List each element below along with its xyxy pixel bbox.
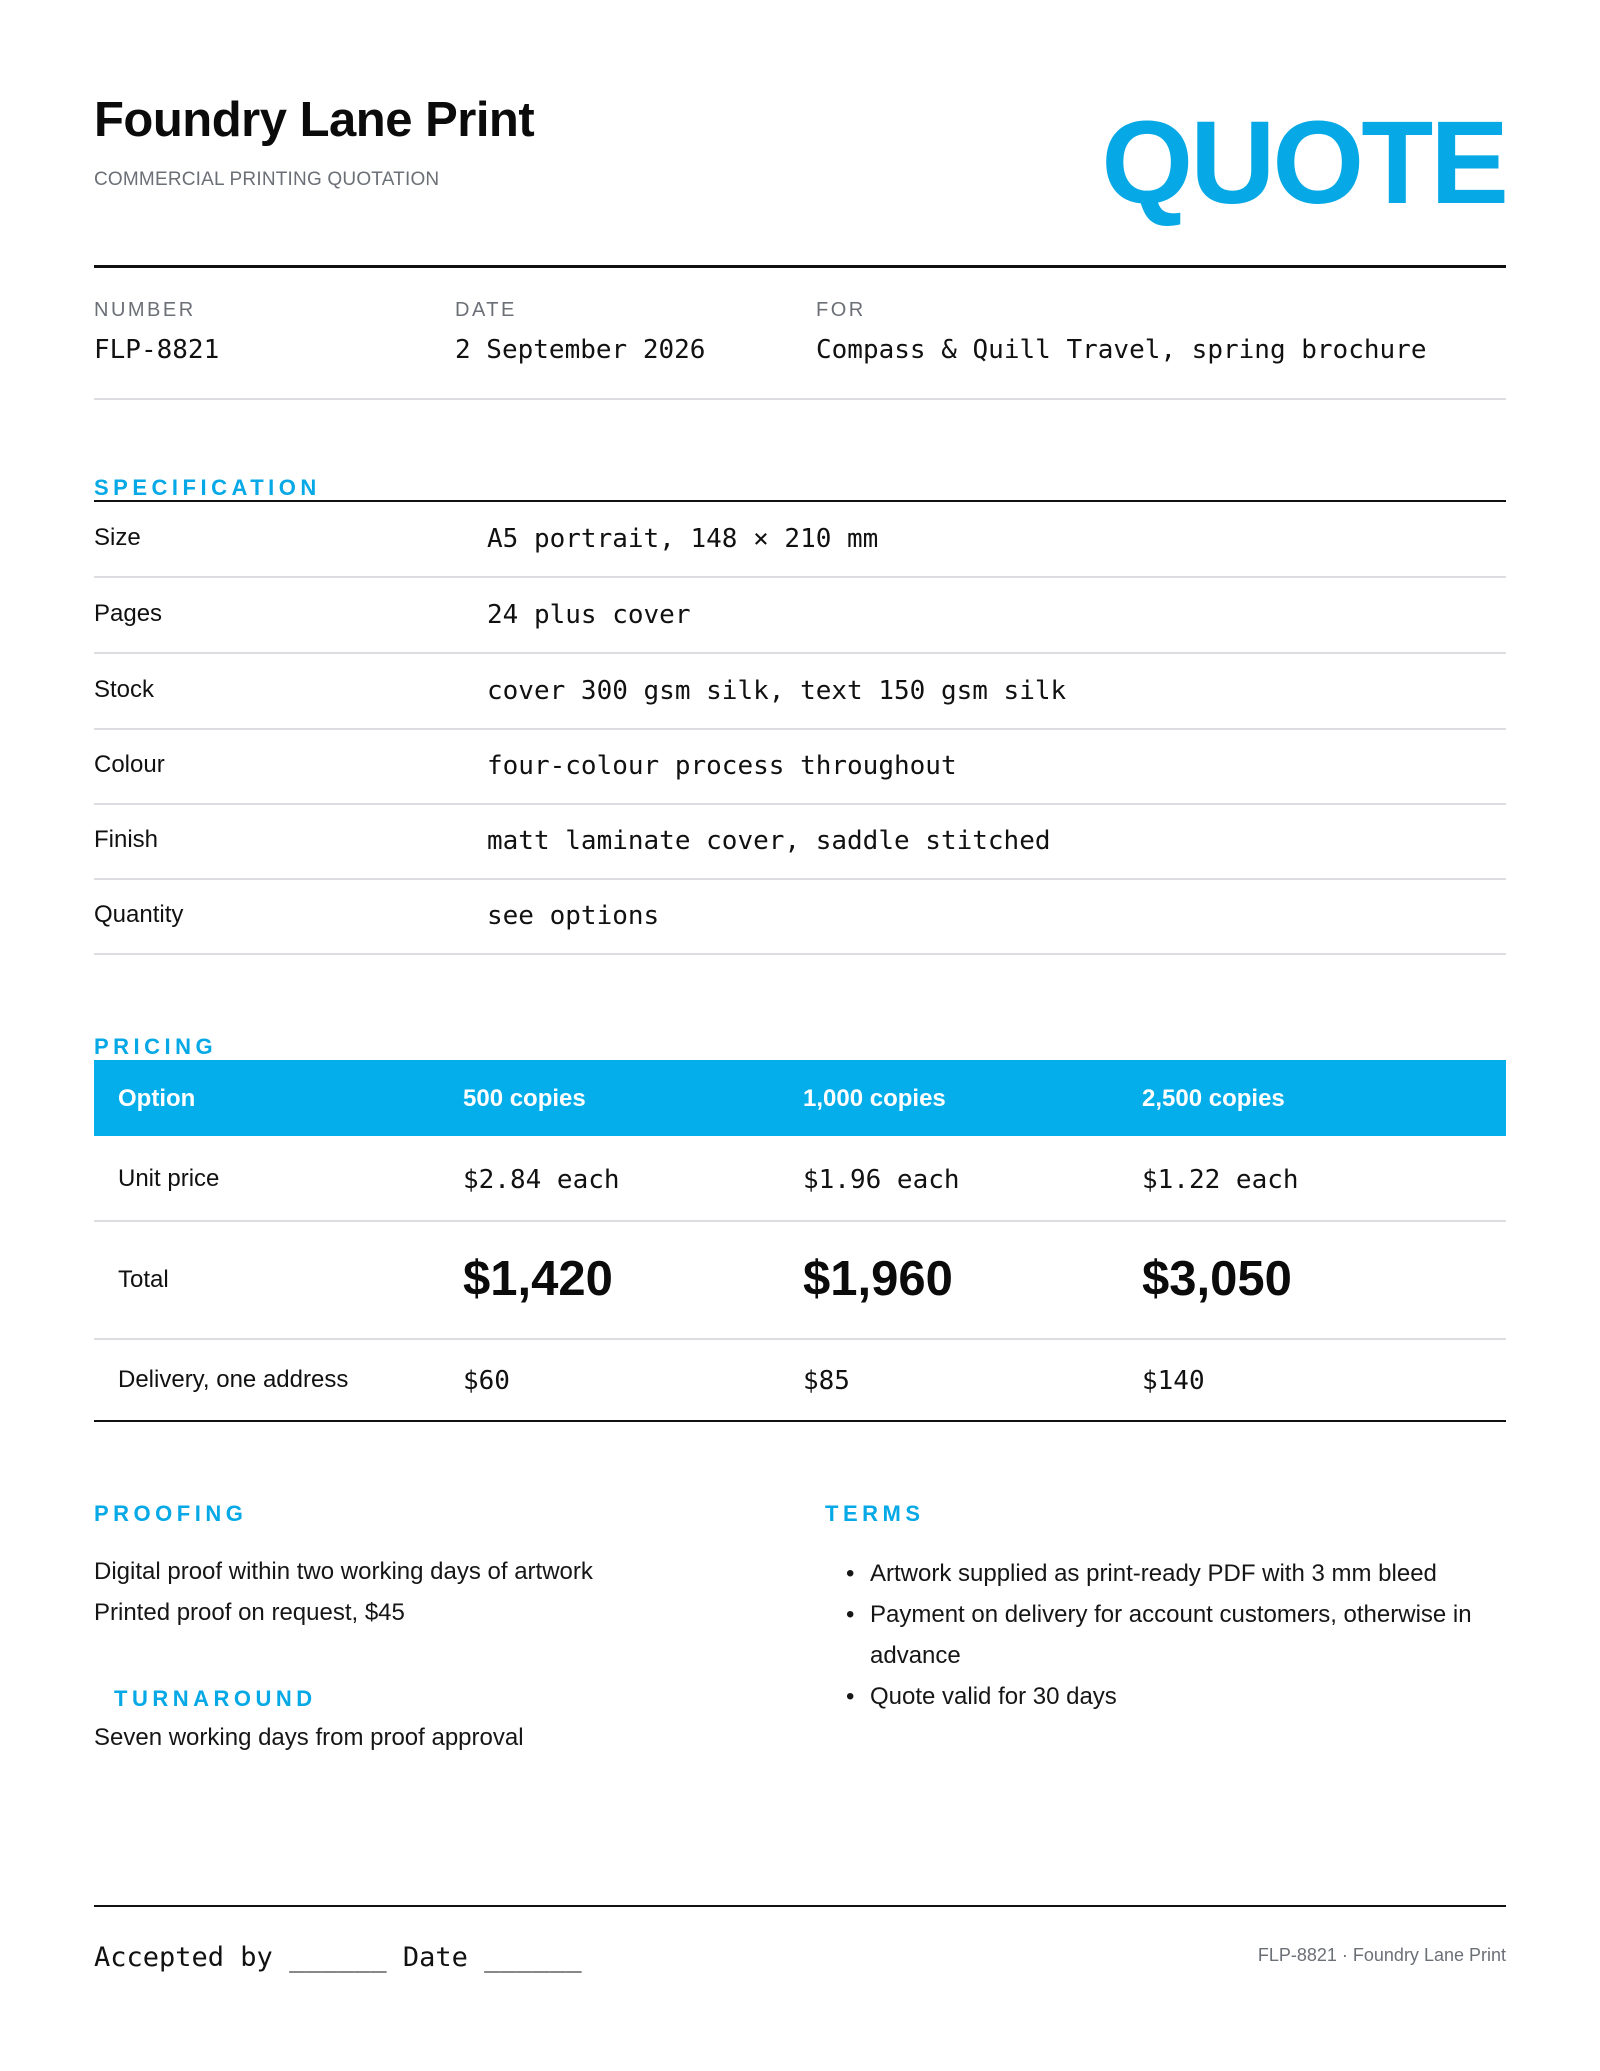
document-type-title: QUOTE xyxy=(1101,97,1506,229)
terms-list xyxy=(846,1553,1526,1717)
number-label: NUMBER xyxy=(94,299,196,321)
terms-item: • Payment on delivery for account customers, otherwise in advance xyxy=(846,1594,1526,1676)
unit-price-2500: $1.22 each xyxy=(1142,1165,1299,1195)
acceptance-line: Accepted by ______ Date ______ xyxy=(94,1942,582,1973)
pricing-row-label: Unit price xyxy=(118,1165,220,1192)
company-name: Foundry Lane Print xyxy=(94,93,535,147)
pricing-row-unit xyxy=(94,1136,1506,1222)
turnaround-heading: TURNAROUND xyxy=(114,1686,317,1711)
pricing-header-row xyxy=(94,1060,1506,1136)
quote-client: Compass & Quill Travel, spring brochure xyxy=(816,335,1427,365)
spec-value: cover 300 gsm silk, text 150 gsm silk xyxy=(487,676,1067,706)
specification-heading: SPECIFICATION xyxy=(94,475,321,500)
spec-value: matt laminate cover, saddle stitched xyxy=(487,826,1051,856)
pricing-row-delivery xyxy=(94,1340,1506,1420)
total-500: $1,420 xyxy=(463,1252,613,1306)
quote-number: FLP-8821 xyxy=(94,335,220,365)
footer-rule xyxy=(94,1905,1506,1907)
delivery-2500: $140 xyxy=(1142,1366,1205,1396)
for-label: FOR xyxy=(816,299,866,321)
quote-date: 2 September 2026 xyxy=(455,335,706,365)
spec-value: see options xyxy=(487,901,660,931)
terms-item: • Artwork supplied as print-ready PDF with 3 mm bleed xyxy=(846,1553,1526,1594)
date-label: DATE xyxy=(455,299,517,321)
delivery-500: $60 xyxy=(463,1366,510,1396)
spec-row-quantity xyxy=(94,879,1506,955)
proofing-line: Printed proof on request, $45 xyxy=(94,1599,405,1626)
pricing-row-label: Total xyxy=(118,1266,169,1293)
pricing-header-1000: 1,000 copies xyxy=(803,1085,946,1112)
terms-item: • Quote valid for 30 days xyxy=(846,1676,1526,1717)
spec-key: Size xyxy=(94,524,141,551)
spec-row-stock xyxy=(94,654,1506,730)
spec-key: Stock xyxy=(94,676,155,703)
spec-value: 24 plus cover xyxy=(487,600,691,630)
terms-heading: TERMS xyxy=(825,1501,925,1526)
footer-reference: FLP-8821 · Foundry Lane Print xyxy=(1257,1945,1506,1965)
document-subtitle: COMMERCIAL PRINTING QUOTATION xyxy=(94,169,440,190)
turnaround-text: Seven working days from proof approval xyxy=(94,1724,524,1751)
spec-key: Pages xyxy=(94,600,163,627)
header-divider xyxy=(94,265,1506,268)
pricing-header-2500: 2,500 copies xyxy=(1142,1085,1285,1112)
spec-key: Finish xyxy=(94,826,159,853)
spec-key: Colour xyxy=(94,751,165,778)
spec-value: A5 portrait, 148 × 210 mm xyxy=(487,524,879,554)
pricing-row-label: Delivery, one address xyxy=(118,1366,349,1393)
total-1000: $1,960 xyxy=(803,1252,953,1306)
unit-price-500: $2.84 each xyxy=(463,1165,620,1195)
spec-row-colour xyxy=(94,729,1506,805)
pricing-bottom-rule xyxy=(94,1420,1506,1422)
spec-row-finish xyxy=(94,804,1506,880)
pricing-header-option: Option xyxy=(118,1085,196,1112)
total-2500: $3,050 xyxy=(1142,1252,1292,1306)
proofing-heading: PROOFING xyxy=(94,1501,248,1526)
proofing-line: Digital proof within two working days of artwork xyxy=(94,1558,593,1585)
spec-key: Quantity xyxy=(94,901,184,928)
spec-row-size xyxy=(94,502,1506,578)
unit-price-1000: $1.96 each xyxy=(803,1165,960,1195)
spec-row-pages xyxy=(94,578,1506,654)
pricing-heading: PRICING xyxy=(94,1034,218,1059)
delivery-1000: $85 xyxy=(803,1366,850,1396)
spec-value: four-colour process throughout xyxy=(487,751,957,781)
meta-divider xyxy=(94,398,1506,400)
pricing-header-500: 500 copies xyxy=(463,1085,586,1112)
pricing-row-total xyxy=(94,1222,1506,1340)
